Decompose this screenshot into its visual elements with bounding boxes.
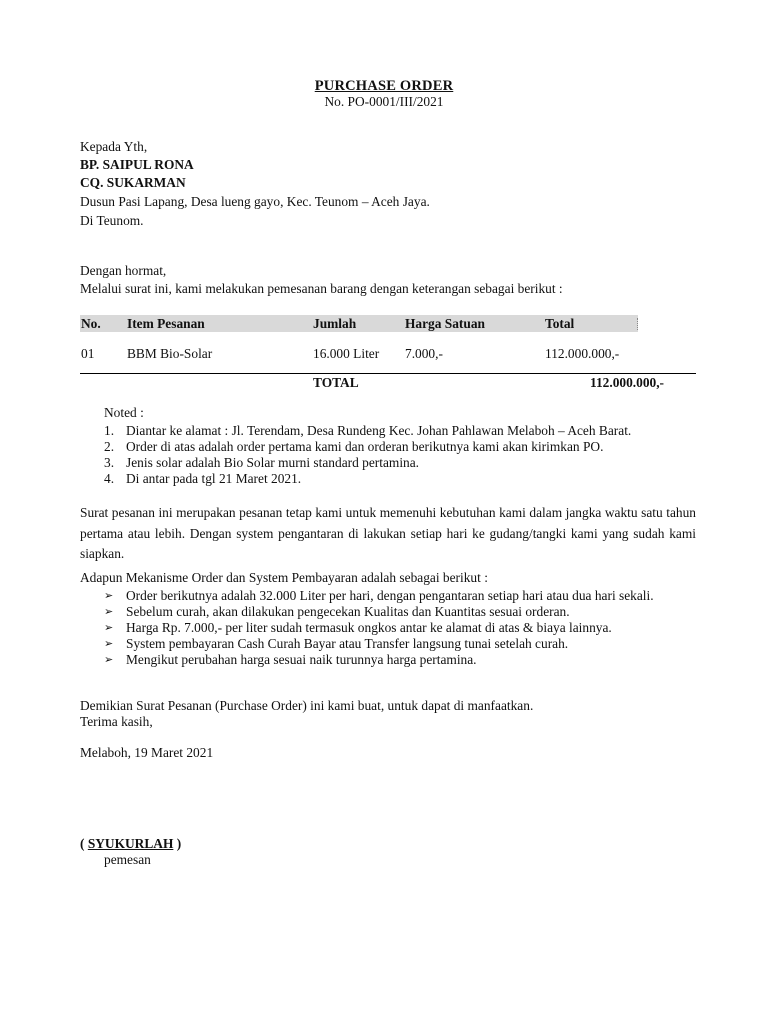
list-item (104, 636, 704, 652)
recipient-city: Di Teunom. (80, 213, 144, 228)
total-value: 112.000.000,- (590, 375, 665, 390)
list-text: Order di atas adalah order pertama kami dan orderan berikutnya kami akan kirimkan PO. (126, 439, 604, 454)
arrow-bullet-icon: ➢ (104, 621, 114, 634)
intro-text: Melalui surat ini, kami melakukan pemesanan barang dengan keterangan sebagai berikut : (80, 281, 563, 296)
noted-label: Noted : (104, 405, 144, 420)
total-label: TOTAL (313, 375, 359, 390)
list-item (104, 604, 704, 620)
mechanism-intro: Adapun Mekanisme Order dan System Pembayaran adalah sebagai berikut : (80, 570, 488, 585)
arrow-bullet-icon: ➢ (104, 653, 114, 666)
list-number: 4. (104, 471, 115, 486)
row-no: 01 (81, 346, 95, 361)
arrow-bullet-icon: ➢ (104, 605, 114, 618)
list-item (104, 455, 704, 471)
header-total: Total (545, 316, 575, 331)
row-jumlah: 16.000 Liter (313, 346, 380, 361)
list-text: Diantar ke alamat : Jl. Terendam, Desa Rundeng Kec. Johan Pahlawan Melaboh – Aceh Barat. (126, 423, 632, 438)
recipient-address: Dusun Pasi Lapang, Desa lueng gayo, Kec. Teunom – Aceh Jaya. (80, 194, 430, 209)
signature-close: ) (173, 836, 182, 851)
body-paragraph: Surat pesanan ini merupakan pesanan tetap kami untuk memenuhi kebutuhan kami dalam jangka waktu satu tahun pertama atau lebih. Dengan system pengantaran di lakukan setiap hari ke gudang/tangki kami yang sudah kami siapkan. (80, 505, 696, 561)
list-item (104, 439, 704, 455)
header-jumlah: Jumlah (313, 316, 357, 331)
noted-list (104, 423, 704, 487)
list-item (104, 588, 704, 604)
header-harga-satuan: Harga Satuan (405, 316, 485, 331)
recipient-greeting: Kepada Yth, (80, 139, 148, 154)
header-no: No. (81, 316, 101, 331)
mechanism-list (104, 588, 704, 668)
signature-name (80, 836, 181, 852)
list-text: System pembayaran Cash Curah Bayar atau Transfer langsung tunai setelah curah. (126, 636, 569, 651)
po-number: No. PO-0001/III/2021 (324, 94, 444, 109)
list-text: Jenis solar adalah Bio Solar murni standard pertamina. (126, 455, 420, 470)
list-text: Order berikutnya adalah 32.000 Liter per hari, dengan pengantaran setiap hari atau dua hari sekali. (126, 588, 654, 603)
document-title: PURCHASE ORDER (314, 78, 454, 94)
row-total: 112.000.000,- (545, 346, 620, 361)
list-text: Sebelum curah, akan dilakukan pengecekan Kualitas dan Kuantitas sesuai orderan. (126, 604, 570, 619)
row-harga: 7.000,- (405, 346, 443, 361)
list-number: 2. (104, 439, 115, 454)
thanks-text: Terima kasih, (80, 714, 153, 729)
header-item: Item Pesanan (127, 316, 205, 331)
place-date: Melaboh, 19 Maret 2021 (80, 745, 214, 760)
signer-role: pemesan (104, 852, 151, 867)
list-text: Mengikut perubahan harga sesuai naik turunnya harga pertamina. (126, 652, 477, 667)
recipient-name: BP. SAIPUL RONA (80, 157, 194, 172)
list-item (104, 471, 704, 487)
list-number: 1. (104, 423, 115, 438)
closing-text: Demikian Surat Pesanan (Purchase Order) ini kami buat, untuk dapat di manfaatkan. (80, 698, 534, 713)
list-text: Harga Rp. 7.000,- per liter sudah termasuk ongkos antar ke alamat di atas & biaya lainnya. (126, 620, 612, 635)
list-item (104, 652, 704, 668)
signature-open: ( (80, 836, 88, 851)
table-divider (80, 373, 696, 374)
recipient-cq: CQ. SUKARMAN (80, 175, 186, 190)
arrow-bullet-icon: ➢ (104, 589, 114, 602)
list-text: Di antar pada tgl 21 Maret 2021. (126, 471, 302, 486)
list-number: 3. (104, 455, 115, 470)
list-item (104, 620, 704, 636)
row-item: BBM Bio-Solar (127, 346, 213, 361)
signer-name: SYUKURLAH (87, 836, 174, 851)
salutation: Dengan hormat, (80, 263, 167, 278)
arrow-bullet-icon: ➢ (104, 637, 114, 650)
list-item (104, 423, 704, 439)
table-header-edge (637, 318, 639, 330)
